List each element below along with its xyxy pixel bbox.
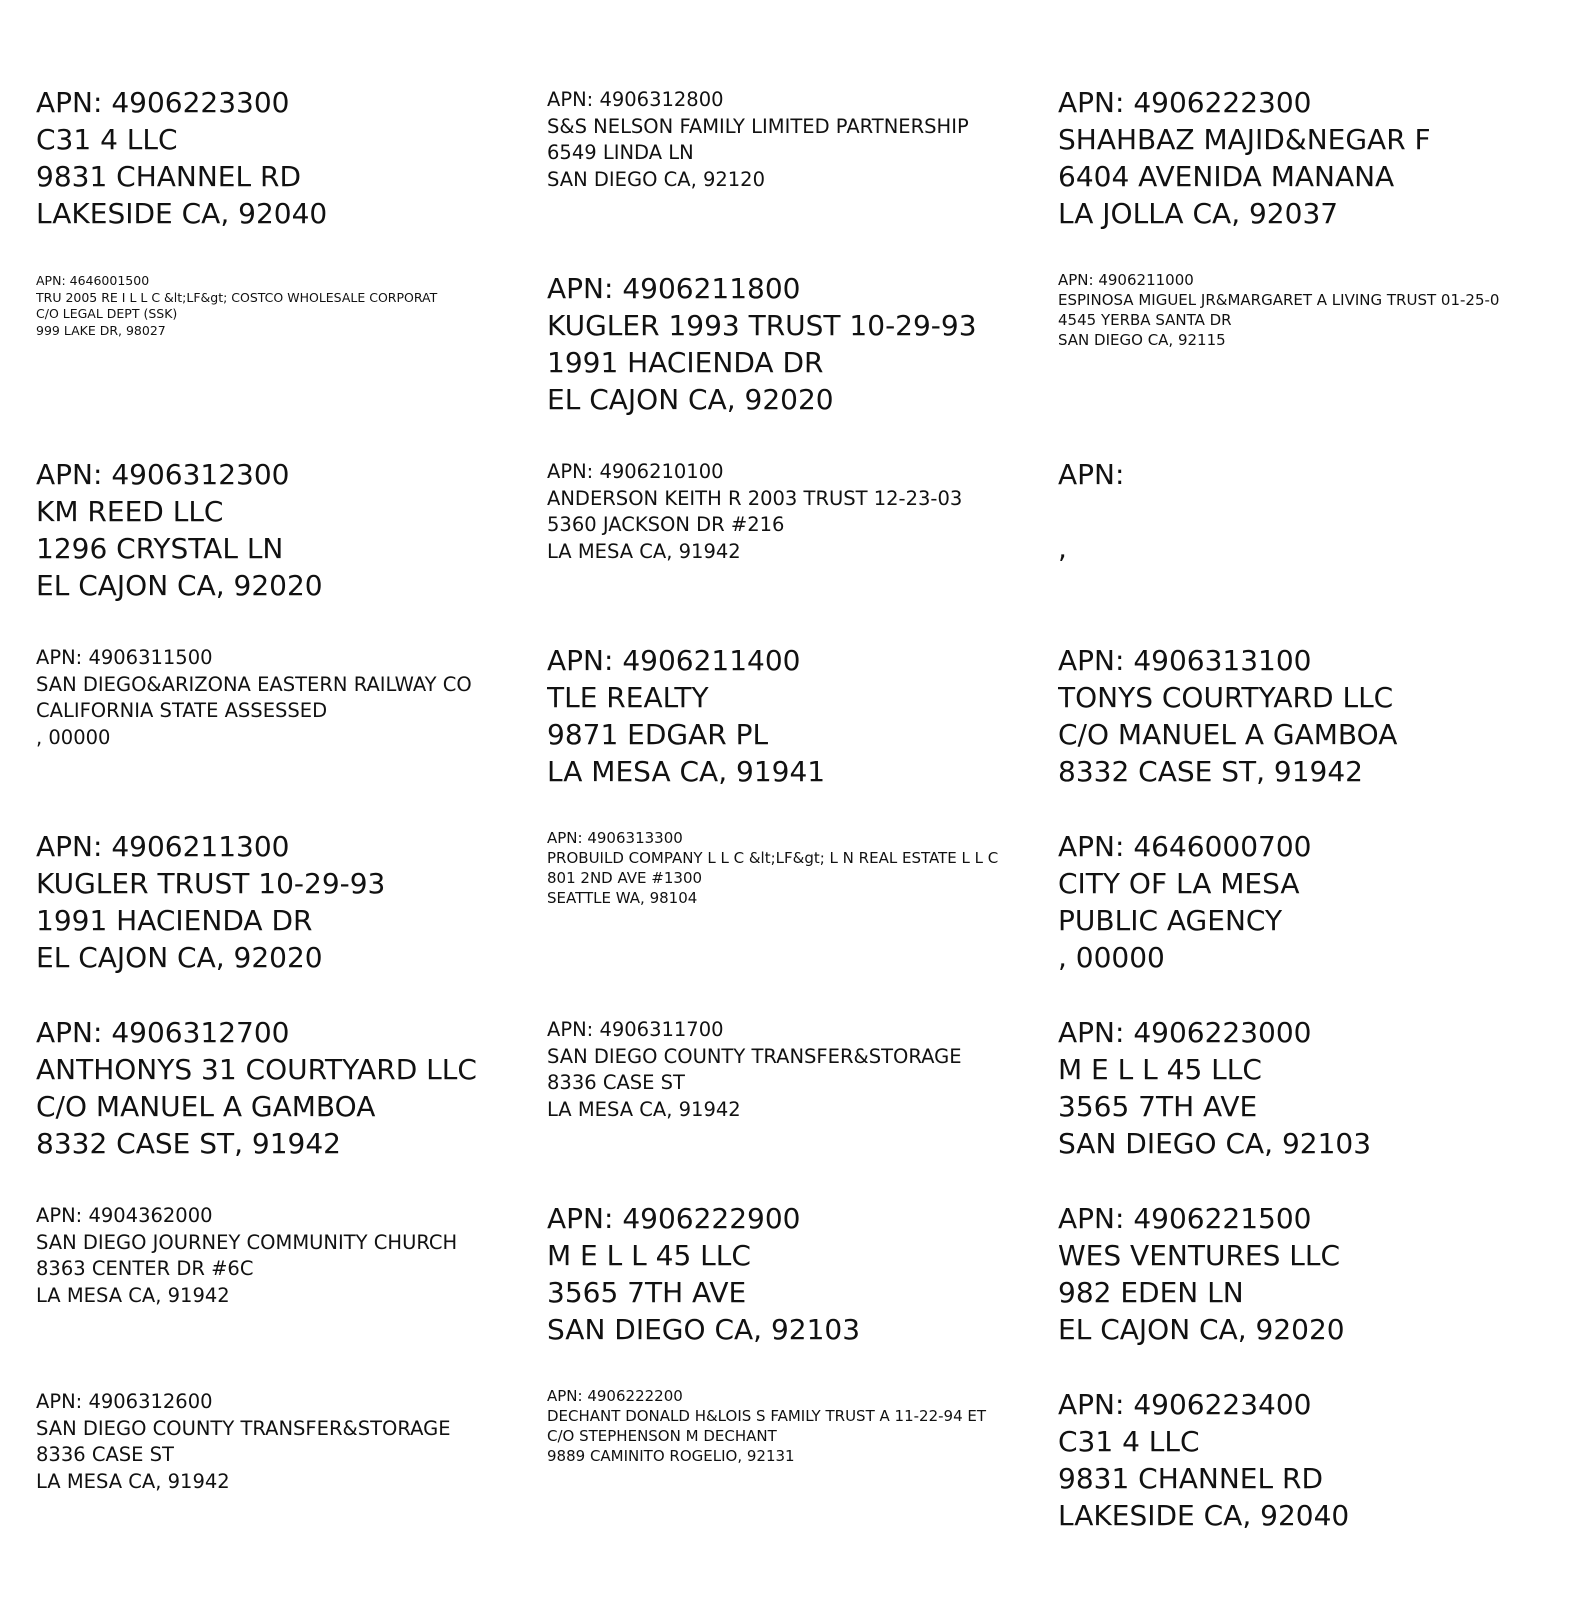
- city-line: EL CAJON CA, 92020: [547, 383, 834, 416]
- apn-line: APN: 4646000700: [1058, 830, 1312, 863]
- owner-line: TRU 2005 RE I L L C &lt;LF&gt; COSTCO WHOLESALE CORPORAT: [36, 289, 438, 305]
- apn-line: APN: 4904362000: [36, 1204, 213, 1227]
- street-line: 6404 AVENIDA MANANA: [1058, 160, 1395, 193]
- owner-line: SAN DIEGO COUNTY TRANSFER&STORAGE: [547, 1044, 962, 1068]
- city-line: 8332 CASE ST, 91942: [36, 1127, 341, 1160]
- city-line: SAN DIEGO CA, 92120: [547, 167, 765, 191]
- address-label: [36, 1389, 526, 1495]
- apn-line: APN: 4906311700: [547, 1018, 724, 1041]
- street-line: 1991 HACIENDA DR: [547, 346, 824, 379]
- street-line: ,: [1058, 532, 1067, 565]
- apn-line: APN: 4906223000: [1058, 1016, 1312, 1049]
- owner-line: DECHANT DONALD H&LOIS S FAMILY TRUST A 11-22-94 ET: [547, 1407, 987, 1425]
- address-label: [1058, 828, 1548, 976]
- owner-line: TONYS COURTYARD LLC: [1058, 681, 1394, 714]
- owner-line: ANDERSON KEITH R 2003 TRUST 12-23-03: [547, 486, 963, 510]
- city-line: EL CAJON CA, 92020: [36, 941, 323, 974]
- address-label: [547, 828, 1037, 908]
- city-line: 8332 CASE ST, 91942: [1058, 755, 1363, 788]
- owner-line: TLE REALTY: [547, 681, 709, 714]
- address-label: [36, 456, 526, 604]
- address-label: [547, 1386, 1037, 1466]
- owner-line: WES VENTURES LLC: [1058, 1239, 1341, 1272]
- apn-line: APN: 4906211400: [547, 644, 801, 677]
- city-line: LA JOLLA CA, 92037: [1058, 197, 1339, 230]
- apn-line: APN: 4906313300: [547, 829, 683, 847]
- city-line: SAN DIEGO CA, 92103: [1058, 1127, 1372, 1160]
- apn-line: APN: 4906210100: [547, 460, 724, 483]
- street-line: 3565 7TH AVE: [1058, 1090, 1258, 1123]
- address-label: [36, 1203, 526, 1309]
- apn-line: APN: 4906222200: [547, 1387, 683, 1405]
- street-line: CALIFORNIA STATE ASSESSED: [36, 699, 328, 722]
- address-label: [1058, 84, 1548, 232]
- owner-line: SHAHBAZ MAJID&NEGAR F: [1058, 123, 1431, 156]
- apn-line: APN: 4906223300: [36, 86, 290, 119]
- city-line: LAKESIDE CA, 92040: [36, 197, 328, 230]
- apn-line: APN: 4906211800: [547, 272, 801, 305]
- city-line: LA MESA CA, 91942: [547, 539, 741, 563]
- apn-line: APN: 4906223400: [1058, 1388, 1312, 1421]
- address-label: [36, 84, 526, 232]
- street-line: 8336 CASE ST: [36, 1443, 174, 1466]
- address-label: [36, 645, 526, 751]
- apn-line: APN: 4906312700: [36, 1016, 290, 1049]
- owner-line: SAN DIEGO COUNTY TRANSFER&STORAGE: [36, 1416, 451, 1440]
- street-line: 3565 7TH AVE: [547, 1276, 747, 1309]
- address-label: [1058, 1200, 1548, 1348]
- owner-line: ESPINOSA MIGUEL JR&MARGARET A LIVING TRUST 01-25-0: [1058, 291, 1500, 309]
- address-label: [547, 270, 1037, 418]
- address-label: [36, 273, 526, 339]
- street-line: 9831 CHANNEL RD: [36, 160, 302, 193]
- city-line: LA MESA CA, 91942: [547, 1097, 741, 1121]
- street-line: 9831 CHANNEL RD: [1058, 1462, 1324, 1495]
- apn-line: APN: 4906221500: [1058, 1202, 1312, 1235]
- city-line: 999 LAKE DR, 98027: [36, 322, 166, 338]
- city-line: 9889 CAMINITO ROGELIO, 92131: [547, 1447, 795, 1465]
- owner-line: [1058, 493, 1548, 530]
- apn-line: APN:: [1058, 458, 1125, 491]
- city-line: , 00000: [1058, 941, 1165, 974]
- address-label: [1058, 456, 1548, 567]
- street-line: 4545 YERBA SANTA DR: [1058, 311, 1232, 329]
- city-line: LAKESIDE CA, 92040: [1058, 1499, 1350, 1532]
- apn-line: APN: 4906312300: [36, 458, 290, 491]
- apn-line: APN: 4906222300: [1058, 86, 1312, 119]
- city-line: EL CAJON CA, 92020: [36, 569, 323, 602]
- city-line: , 00000: [36, 725, 111, 749]
- street-line: 8336 CASE ST: [547, 1071, 685, 1094]
- owner-line: SAN DIEGO&ARIZONA EASTERN RAILWAY CO: [36, 672, 472, 696]
- owner-line: M E L L 45 LLC: [547, 1239, 751, 1272]
- owner-line: KUGLER 1993 TRUST 10-29-93: [547, 309, 977, 342]
- city-line: SAN DIEGO CA, 92103: [547, 1313, 861, 1346]
- owner-line: PROBUILD COMPANY L L C &lt;LF&gt; L N REAL ESTATE L L C: [547, 849, 999, 867]
- apn-line: APN: 4906311500: [36, 646, 213, 669]
- street-line: 801 2ND AVE #1300: [547, 869, 703, 887]
- address-label: [547, 642, 1037, 790]
- apn-line: APN: 4906313100: [1058, 644, 1312, 677]
- apn-line: APN: 4906312800: [547, 88, 724, 111]
- address-label: [547, 459, 1037, 565]
- street-line: 1991 HACIENDA DR: [36, 904, 313, 937]
- owner-line: SAN DIEGO JOURNEY COMMUNITY CHURCH: [36, 1230, 458, 1254]
- address-label: [1058, 1014, 1548, 1162]
- apn-line: APN: 4906312600: [36, 1390, 213, 1413]
- street-line: 1296 CRYSTAL LN: [36, 532, 284, 565]
- city-line: LA MESA CA, 91942: [36, 1283, 230, 1307]
- city-line: SEATTLE WA, 98104: [547, 889, 698, 907]
- address-label: [547, 1200, 1037, 1348]
- owner-line: CITY OF LA MESA: [1058, 867, 1300, 900]
- street-line: 5360 JACKSON DR #216: [547, 513, 785, 536]
- owner-line: M E L L 45 LLC: [1058, 1053, 1262, 1086]
- street-line: C/O MANUEL A GAMBOA: [36, 1090, 376, 1123]
- city-line: LA MESA CA, 91942: [36, 1469, 230, 1493]
- street-line: PUBLIC AGENCY: [1058, 904, 1283, 937]
- street-line: C/O LEGAL DEPT (SSK): [36, 306, 178, 321]
- street-line: 982 EDEN LN: [1058, 1276, 1244, 1309]
- address-label: [547, 1017, 1037, 1123]
- apn-line: APN: 4906211000: [1058, 271, 1194, 289]
- owner-line: C31 4 LLC: [36, 123, 178, 156]
- owner-line: KM REED LLC: [36, 495, 224, 528]
- street-line: 9871 EDGAR PL: [547, 718, 769, 751]
- street-line: 6549 LINDA LN: [547, 141, 694, 164]
- city-line: EL CAJON CA, 92020: [1058, 1313, 1345, 1346]
- apn-line: APN: 4906222900: [547, 1202, 801, 1235]
- address-label: [36, 1014, 526, 1162]
- city-line: SAN DIEGO CA, 92115: [1058, 331, 1226, 349]
- street-line: C/O STEPHENSON M DECHANT: [547, 1427, 777, 1445]
- city-line: LA MESA CA, 91941: [547, 755, 826, 788]
- apn-line: APN: 4906211300: [36, 830, 290, 863]
- street-line: C/O MANUEL A GAMBOA: [1058, 718, 1398, 751]
- address-label: [1058, 270, 1548, 350]
- owner-line: S&S NELSON FAMILY LIMITED PARTNERSHIP: [547, 114, 969, 138]
- owner-line: C31 4 LLC: [1058, 1425, 1200, 1458]
- address-label: [1058, 642, 1548, 790]
- owner-line: KUGLER TRUST 10-29-93: [36, 867, 386, 900]
- address-label: [547, 87, 1037, 193]
- apn-line: APN: 4646001500: [36, 273, 150, 288]
- address-label: [36, 828, 526, 976]
- address-label: [1058, 1386, 1548, 1534]
- street-line: 8363 CENTER DR #6C: [36, 1257, 254, 1280]
- owner-line: ANTHONYS 31 COURTYARD LLC: [36, 1053, 477, 1086]
